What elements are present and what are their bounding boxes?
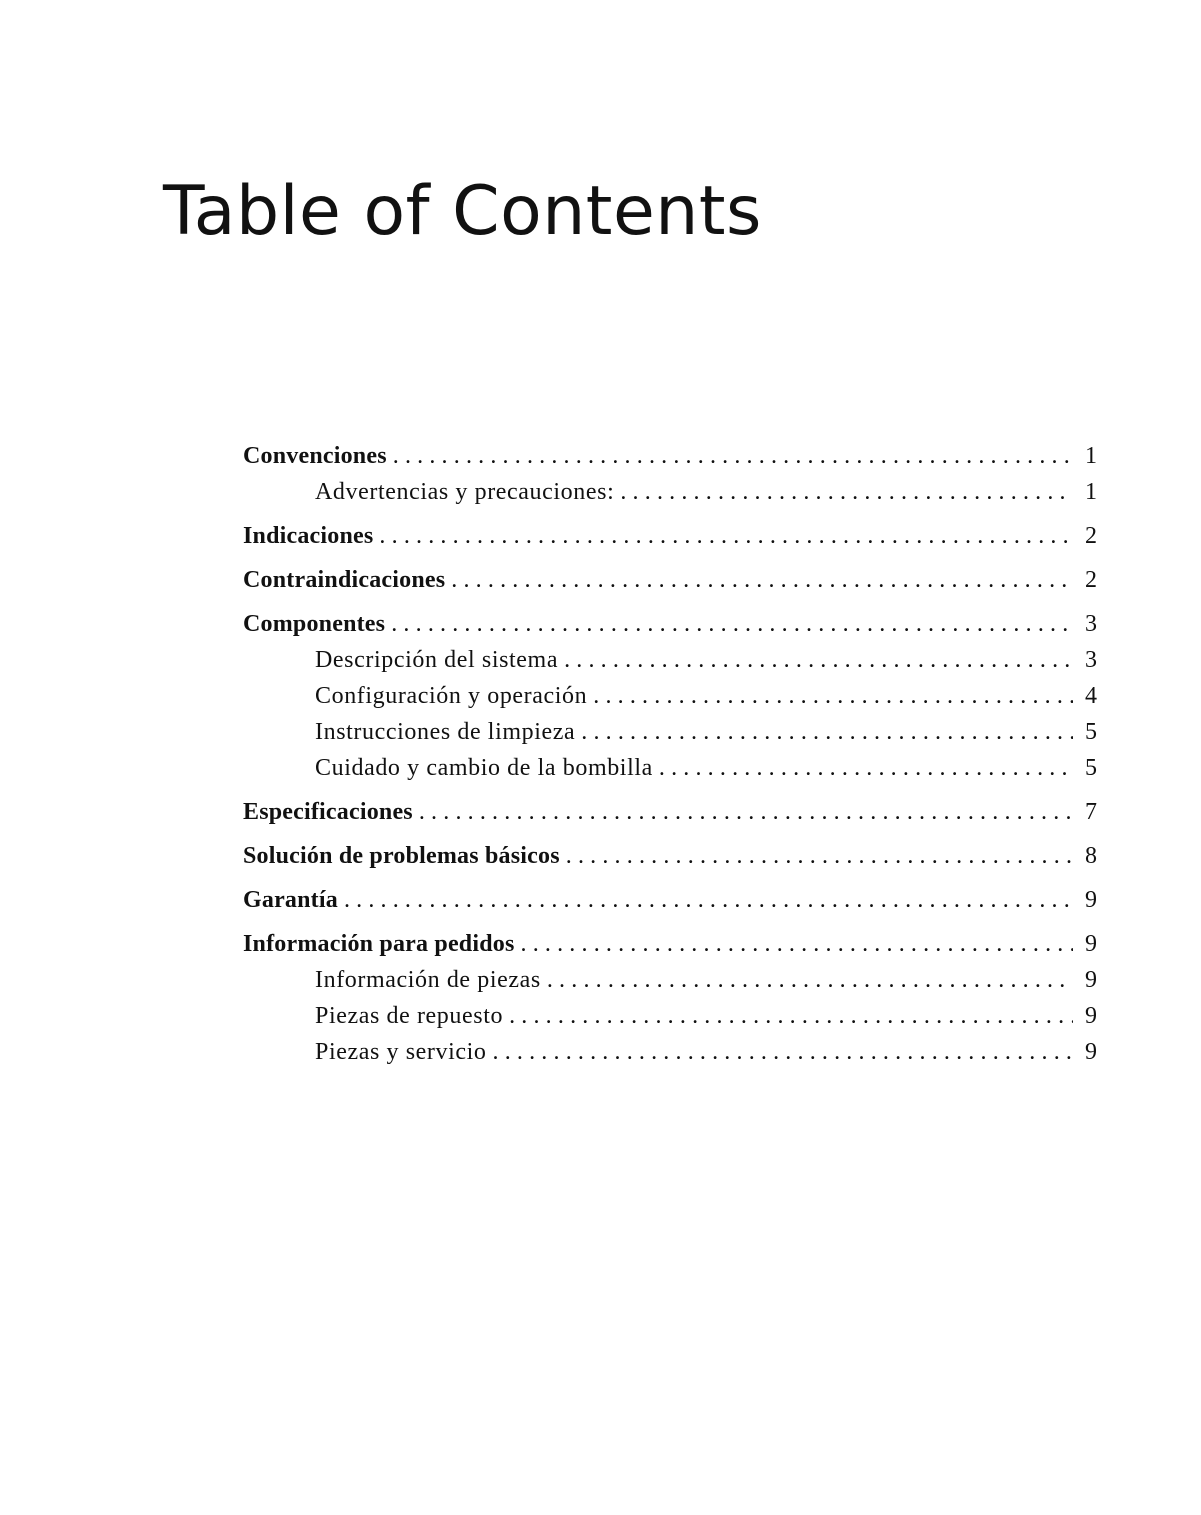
toc-page-number: 3 xyxy=(1085,611,1097,637)
dot-leader xyxy=(373,518,1073,554)
toc-page-number: 9 xyxy=(1085,887,1097,913)
toc-entry-label: Instrucciones de limpieza xyxy=(315,719,576,745)
toc-entry-label: Especificaciones xyxy=(243,799,413,825)
toc-entry-label: Contraindicaciones xyxy=(243,567,446,593)
dot-leader xyxy=(487,1034,1074,1070)
toc-entry-componentes[interactable] xyxy=(243,606,1097,642)
dot-leader xyxy=(445,562,1073,598)
toc-entry-label: Descripción del sistema xyxy=(315,647,559,673)
toc-entry-descripcion[interactable] xyxy=(243,642,1097,678)
toc-entry-label: Información para pedidos xyxy=(243,931,515,957)
table-of-contents xyxy=(243,438,1097,1070)
toc-page-number: 5 xyxy=(1085,719,1097,745)
toc-page-number: 8 xyxy=(1085,843,1097,869)
toc-page-number: 2 xyxy=(1085,523,1097,549)
toc-entry-informacion-piezas[interactable] xyxy=(243,962,1097,998)
toc-page-number: 9 xyxy=(1085,967,1097,993)
toc-page-number: 5 xyxy=(1085,755,1097,781)
toc-entry-label: Solución de problemas básicos xyxy=(243,843,560,869)
toc-entry-piezas-repuesto[interactable] xyxy=(243,998,1097,1034)
toc-page-number: 9 xyxy=(1085,1039,1097,1065)
dot-leader xyxy=(413,794,1073,830)
toc-entry-garantia[interactable] xyxy=(243,882,1097,918)
toc-entry-label: Configuración y operación xyxy=(315,683,588,709)
toc-entry-advertencias[interactable] xyxy=(243,474,1097,510)
dot-leader xyxy=(541,962,1073,998)
dot-leader xyxy=(560,838,1073,874)
toc-page-number: 7 xyxy=(1085,799,1097,825)
toc-entry-label: Indicaciones xyxy=(243,523,374,549)
toc-entry-label: Piezas y servicio xyxy=(315,1039,487,1065)
dot-leader xyxy=(614,474,1073,510)
toc-page-number: 3 xyxy=(1085,647,1097,673)
dot-leader xyxy=(558,642,1073,678)
toc-entry-label: Información de piezas xyxy=(315,967,541,993)
toc-entry-configuracion[interactable] xyxy=(243,678,1097,714)
toc-entry-label: Advertencias y precauciones: xyxy=(315,479,615,505)
toc-entry-label: Cuidado y cambio de la bombilla xyxy=(315,755,653,781)
toc-entry-label: Piezas de repuesto xyxy=(315,1003,504,1029)
dot-leader xyxy=(653,750,1073,786)
toc-page-number: 1 xyxy=(1085,443,1097,469)
toc-page-number: 9 xyxy=(1085,1003,1097,1029)
dot-leader xyxy=(503,998,1073,1034)
toc-entry-convenciones[interactable] xyxy=(243,438,1097,474)
toc-entry-piezas-servicio[interactable] xyxy=(243,1034,1097,1070)
dot-leader xyxy=(515,926,1074,962)
toc-entry-informacion-pedidos[interactable] xyxy=(243,926,1097,962)
toc-entry-limpieza[interactable] xyxy=(243,714,1097,750)
toc-entry-contraindicaciones[interactable] xyxy=(243,562,1097,598)
dot-leader xyxy=(587,678,1073,714)
dot-leader xyxy=(575,714,1073,750)
toc-entry-indicaciones[interactable] xyxy=(243,518,1097,554)
toc-entry-especificaciones[interactable] xyxy=(243,794,1097,830)
toc-entry-solucion[interactable] xyxy=(243,838,1097,874)
toc-entry-label: Convenciones xyxy=(243,443,387,469)
toc-page-number: 9 xyxy=(1085,931,1097,957)
dot-leader xyxy=(338,882,1073,918)
page-title: Table of Contents xyxy=(163,172,762,251)
toc-page-number: 2 xyxy=(1085,567,1097,593)
dot-leader xyxy=(385,606,1073,642)
dot-leader xyxy=(387,438,1073,474)
toc-page-number: 1 xyxy=(1085,479,1097,505)
toc-page-number: 4 xyxy=(1085,683,1097,709)
toc-entry-bombilla[interactable] xyxy=(243,750,1097,786)
toc-entry-label: Componentes xyxy=(243,611,386,637)
toc-entry-label: Garantía xyxy=(243,887,338,913)
